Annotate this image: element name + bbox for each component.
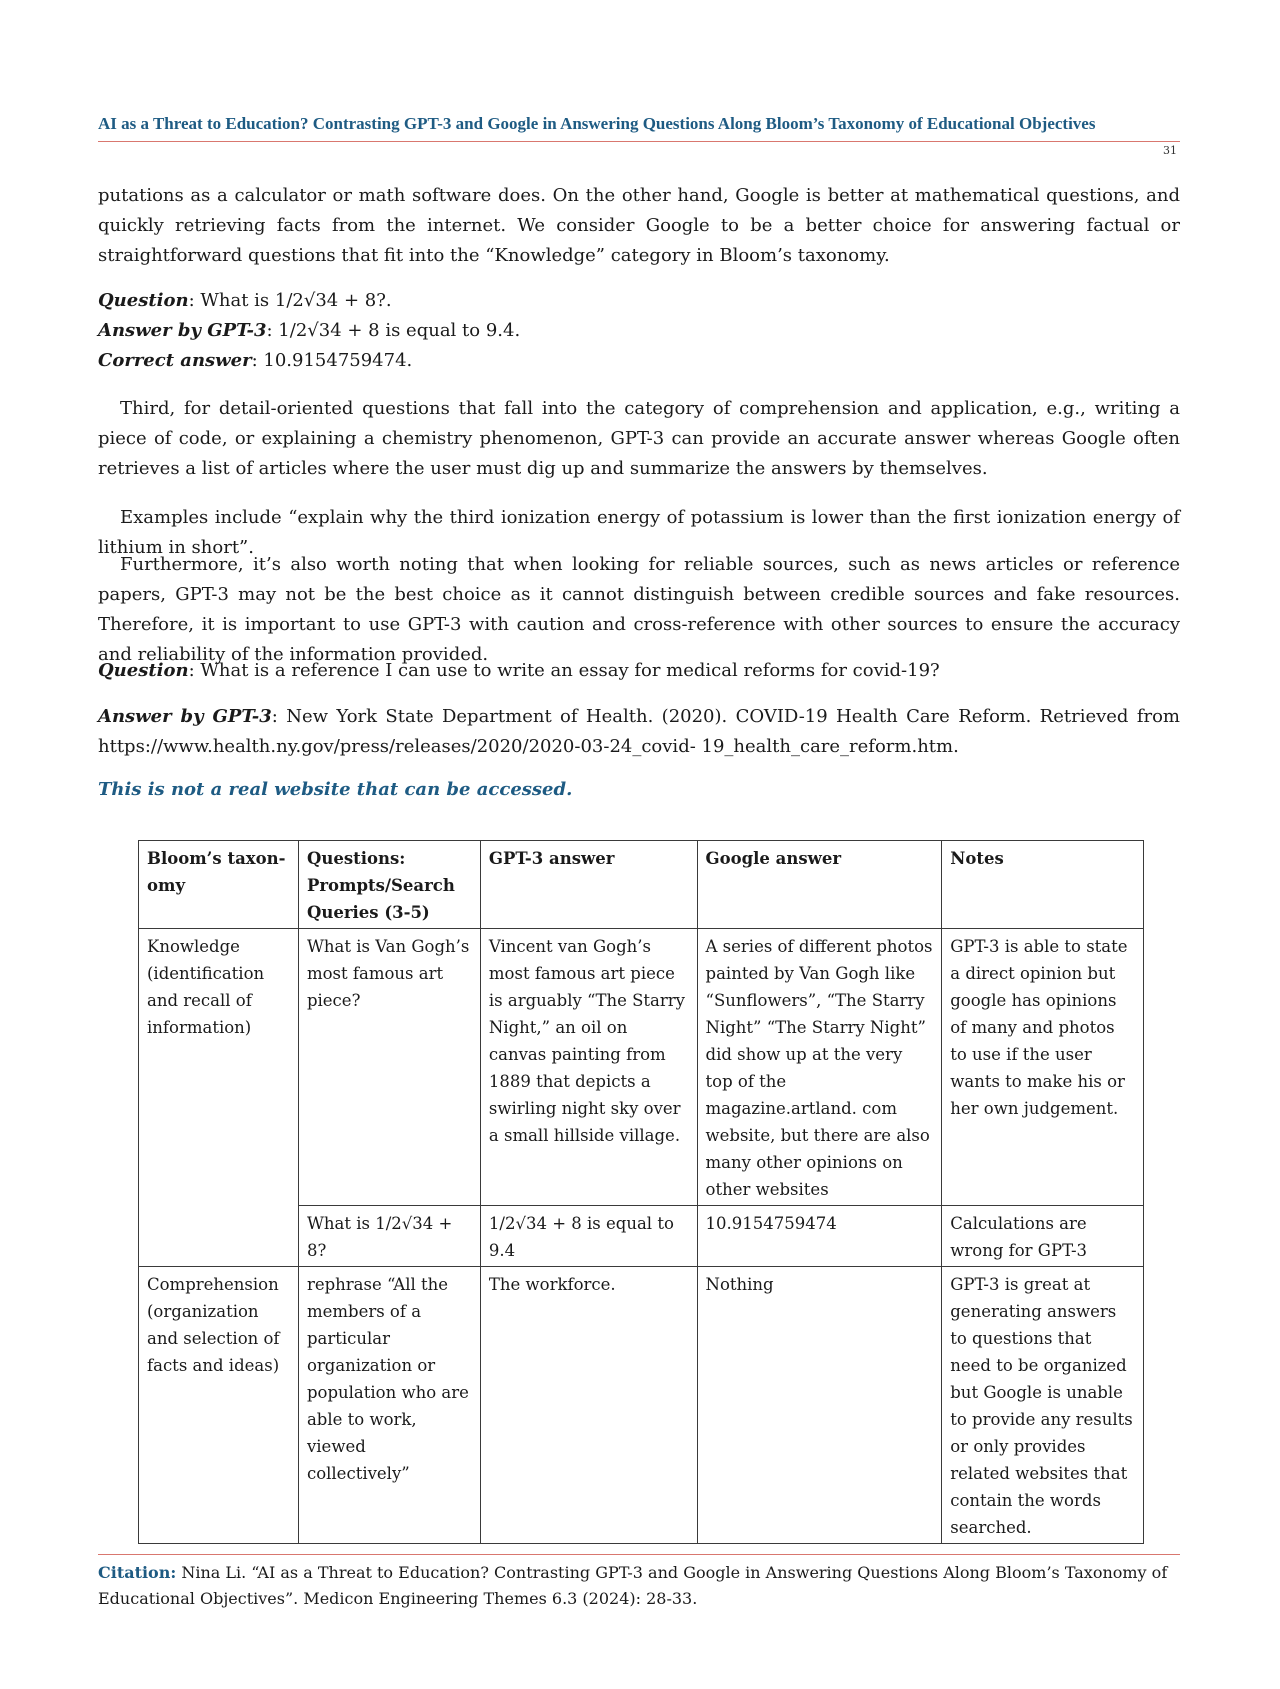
- qa-block-2-answer: [98, 702, 1180, 762]
- footer-rule: [98, 1554, 1180, 1555]
- qa1-correct: [98, 346, 1180, 376]
- cell-notes: Calculations are wrong for GPT-3: [942, 1206, 1144, 1267]
- header-questions: Questions: Prompts/Search Queries (3-5): [298, 841, 480, 929]
- cell-question: What is 1/2√34 + 8?: [298, 1206, 480, 1267]
- qa-block-1: [98, 286, 1180, 376]
- citation: [98, 1560, 1180, 1612]
- table-row: [139, 1267, 1144, 1544]
- qa1-question-text: : What is 1/2√34 + 8?.: [188, 290, 392, 311]
- header-rule: [98, 141, 1180, 142]
- cell-gpt-answer: 1/2√34 + 8 is equal to 9.4: [480, 1206, 697, 1267]
- qa1-question-label: Question: [98, 290, 189, 311]
- header-bloom-taxonomy: Bloom’s taxon-omy: [139, 841, 299, 929]
- cell-level: Knowledge (identification and recall of information): [139, 929, 299, 1267]
- cell-google-answer: Nothing: [697, 1267, 942, 1544]
- paragraph-3-text: Examples include “explain why the third ionization energy of potassium is lower than the first ionization energy of lithium in short”.: [98, 507, 1180, 558]
- paragraph-4-text: Furthermore, it’s also worth noting that when looking for reliable sources, such as news articles or reference papers, GPT-3 may not be the best choice as it cannot distinguish between credible sources and fake resources. Therefore, it is important to use GPT-3 with caution and cross-reference with other sources to ensure the accuracy and reliability of the information provided.: [98, 554, 1180, 665]
- citation-text: Nina Li. “AI as a Threat to Education? Contrasting GPT-3 and Google in Answering Questions Along Bloom’s Taxonomy of Educational Objectives”. Medicon Engineering Themes 6.3 (2024): 28-33.: [98, 1563, 1168, 1608]
- cell-notes: GPT-3 is able to state a direct opinion but google has opinions of many and photos to use if the user wants to make his or her own judgement.: [942, 929, 1144, 1206]
- qa1-question: [98, 286, 1180, 316]
- qa1-answer: [98, 316, 1180, 346]
- fake-website-warning: This is not a real website that can be accessed.: [98, 779, 573, 800]
- qa2-answer-label: Answer by GPT-3: [98, 706, 272, 727]
- qa-block-2-question: [98, 656, 1180, 686]
- paragraph-2-text: Third, for detail-oriented questions that fall into the category of comprehension and application, e.g., writing a piece of code, or explaining a chemistry phenomenon, GPT-3 can provide an accurate answer whereas Google often retrieves a list of articles where the user must dig up and summarize the answers by themselves.: [98, 398, 1180, 479]
- running-header-title: AI as a Threat to Education? Contrasting GPT-3 and Google in Answering Questions Along Bloom’s Taxonomy of Educational Objectives: [98, 114, 1096, 133]
- header-gpt3-answer: GPT-3 answer: [480, 841, 697, 929]
- citation-label: Citation:: [98, 1563, 177, 1582]
- qa1-answer-label: Answer by GPT-3: [98, 320, 267, 341]
- cell-gpt-answer: Vincent van Gogh’s most famous art piece is arguably “The Starry Night,” an oil on canvas painting from 1889 that depicts a swirling night sky over a small hillside village.: [480, 929, 697, 1206]
- qa2-question-text: : What is a reference I can use to write an essay for medical reforms for covid-19?: [188, 660, 940, 681]
- qa2-answer-text: : New York State Department of Health. (2020). COVID-19 Health Care Reform. Retrieved from https://www.health.ny.gov/press/releases/2020/2020-03-24_covid- 19_health_care_reform.htm.: [98, 706, 1180, 757]
- table-row: [139, 929, 1144, 1206]
- header-google-answer: Google answer: [697, 841, 942, 929]
- paragraph-1-text: putations as a calculator or math software does. On the other hand, Google is better at mathematical questions, and quickly retrieving facts from the internet. We consider Google to be a better choice for answering factual or straightforward questions that fit into the “Knowledge” category in Bloom’s taxonomy.: [98, 185, 1180, 266]
- qa1-correct-label: Correct answer: [98, 350, 252, 371]
- cell-google-answer: 10.9154759474: [697, 1206, 942, 1267]
- header-notes: Notes: [942, 841, 1144, 929]
- cell-question: What is Van Gogh’s most famous art piece?: [298, 929, 480, 1206]
- page-number: 31: [1163, 144, 1177, 157]
- paragraph-1: [98, 181, 1180, 271]
- comparison-table: [138, 840, 1144, 1544]
- cell-gpt-answer: The workforce.: [480, 1267, 697, 1544]
- cell-level: Comprehension (organization and selection of facts and ideas): [139, 1267, 299, 1544]
- qa1-answer-text: : 1/2√34 + 8 is equal to 9.4.: [266, 320, 521, 341]
- cell-question: rephrase “All the members of a particular organization or population who are able to work, viewed collectively”: [298, 1267, 480, 1544]
- paragraph-2: [98, 394, 1180, 484]
- qa1-correct-text: : 10.9154759474.: [251, 350, 413, 371]
- table-header-row: [139, 841, 1144, 929]
- cell-notes: GPT-3 is great at generating answers to questions that need to be organized but Google is unable to provide any results or only provides related websites that contain the words searched.: [942, 1267, 1144, 1544]
- paragraph-4: [98, 550, 1180, 670]
- qa2-question-label: Question: [98, 660, 189, 681]
- cell-google-answer: A series of different photos painted by Van Gogh like “Sunflowers”, “The Starry Night” “The Starry Night” did show up at the very top of the magazine.artland. com website, but there are also many other opinions on other websites: [697, 929, 942, 1206]
